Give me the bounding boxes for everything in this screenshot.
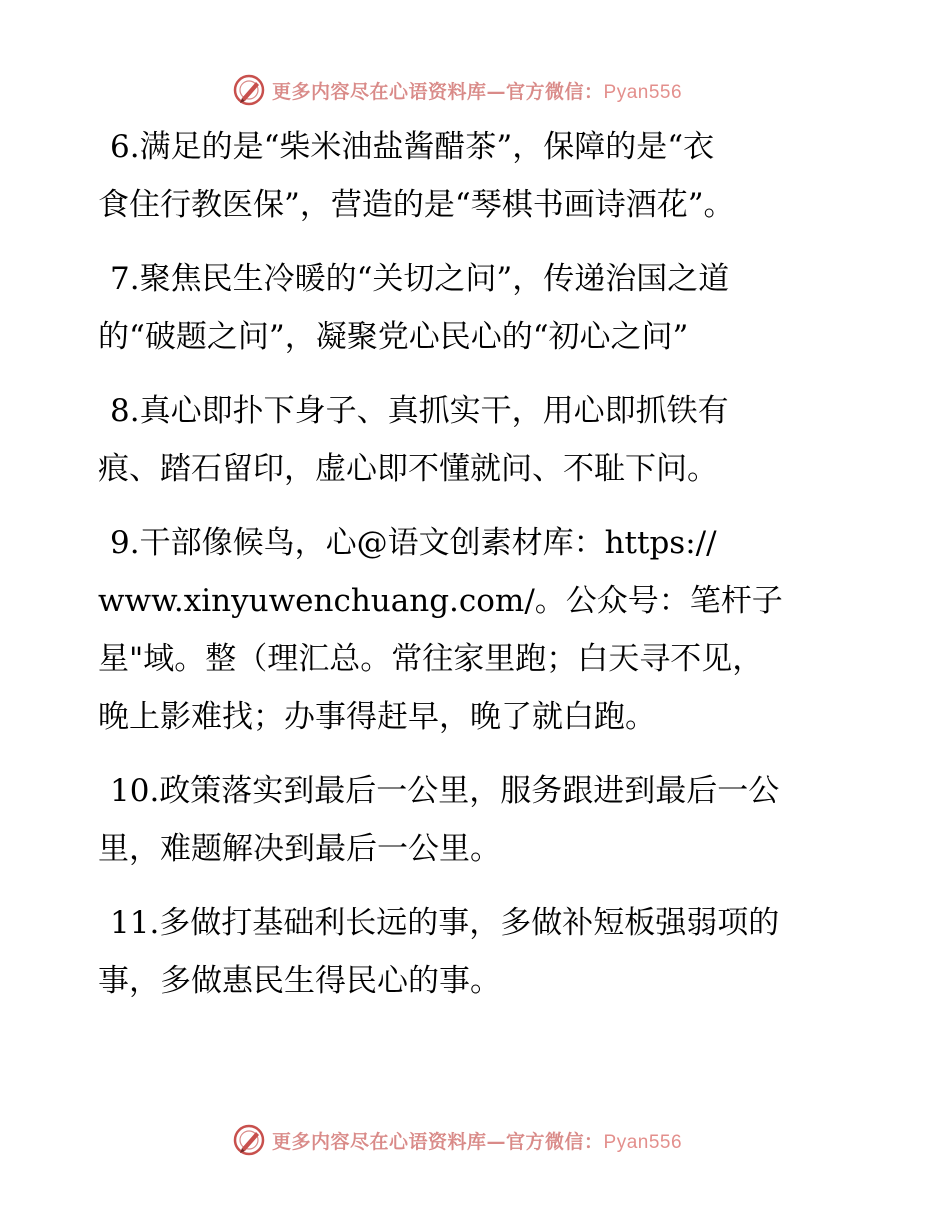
list-item xyxy=(98,118,858,234)
main-content xyxy=(98,118,858,1026)
item-line: 晚上影难找；办事得赶早，晚了就白跑。 xyxy=(98,699,656,735)
item-line: 痕、踏石留印，虚心即不懂就问、不耻下问。 xyxy=(98,451,718,487)
item-line: www.xinyuwenchuang.com/。公众号：笔杆子 xyxy=(98,583,783,619)
list-item xyxy=(98,382,858,498)
item-line: 9.干部像候鸟，心@语文创素材库：https:// xyxy=(110,525,717,561)
item-line: 星"域。整（理汇总。常往家里跑；白天寻不见， xyxy=(98,641,764,677)
pen-seal-icon xyxy=(232,73,266,107)
header-banner xyxy=(232,70,712,110)
item-line: 6.满足的是“柴米油盐酱醋茶”，保障的是“衣 xyxy=(110,129,715,165)
list-item xyxy=(98,514,858,746)
item-line: 食住行教医保”，营造的是“琴棋书画诗酒花”。 xyxy=(98,187,735,223)
list-item xyxy=(98,762,858,878)
item-line: 里，难题解决到最后一公里。 xyxy=(98,831,501,867)
item-line: 7.聚焦民生冷暖的“关切之问”，传递治国之道 xyxy=(110,261,730,297)
header-text: 更多内容尽在心语资料库—官方微信：Pyan556 xyxy=(272,80,683,103)
item-line: 11.多做打基础利长远的事，多做补短板强弱项的 xyxy=(110,905,780,941)
footer-text: 更多内容尽在心语资料库—官方微信：Pyan556 xyxy=(272,1130,683,1153)
list-item xyxy=(98,894,858,1010)
pen-seal-icon xyxy=(232,1123,266,1157)
list-item xyxy=(98,250,858,366)
item-line: 的“破题之问”，凝聚党心民心的“初心之问” xyxy=(98,319,689,355)
item-line: 8.真心即扑下身子、真抓实干，用心即抓铁有 xyxy=(110,393,729,429)
footer-banner xyxy=(232,1120,712,1160)
item-line: 事，多做惠民生得民心的事。 xyxy=(98,963,501,999)
item-line: 10.政策落实到最后一公里，服务跟进到最后一公 xyxy=(110,773,780,809)
